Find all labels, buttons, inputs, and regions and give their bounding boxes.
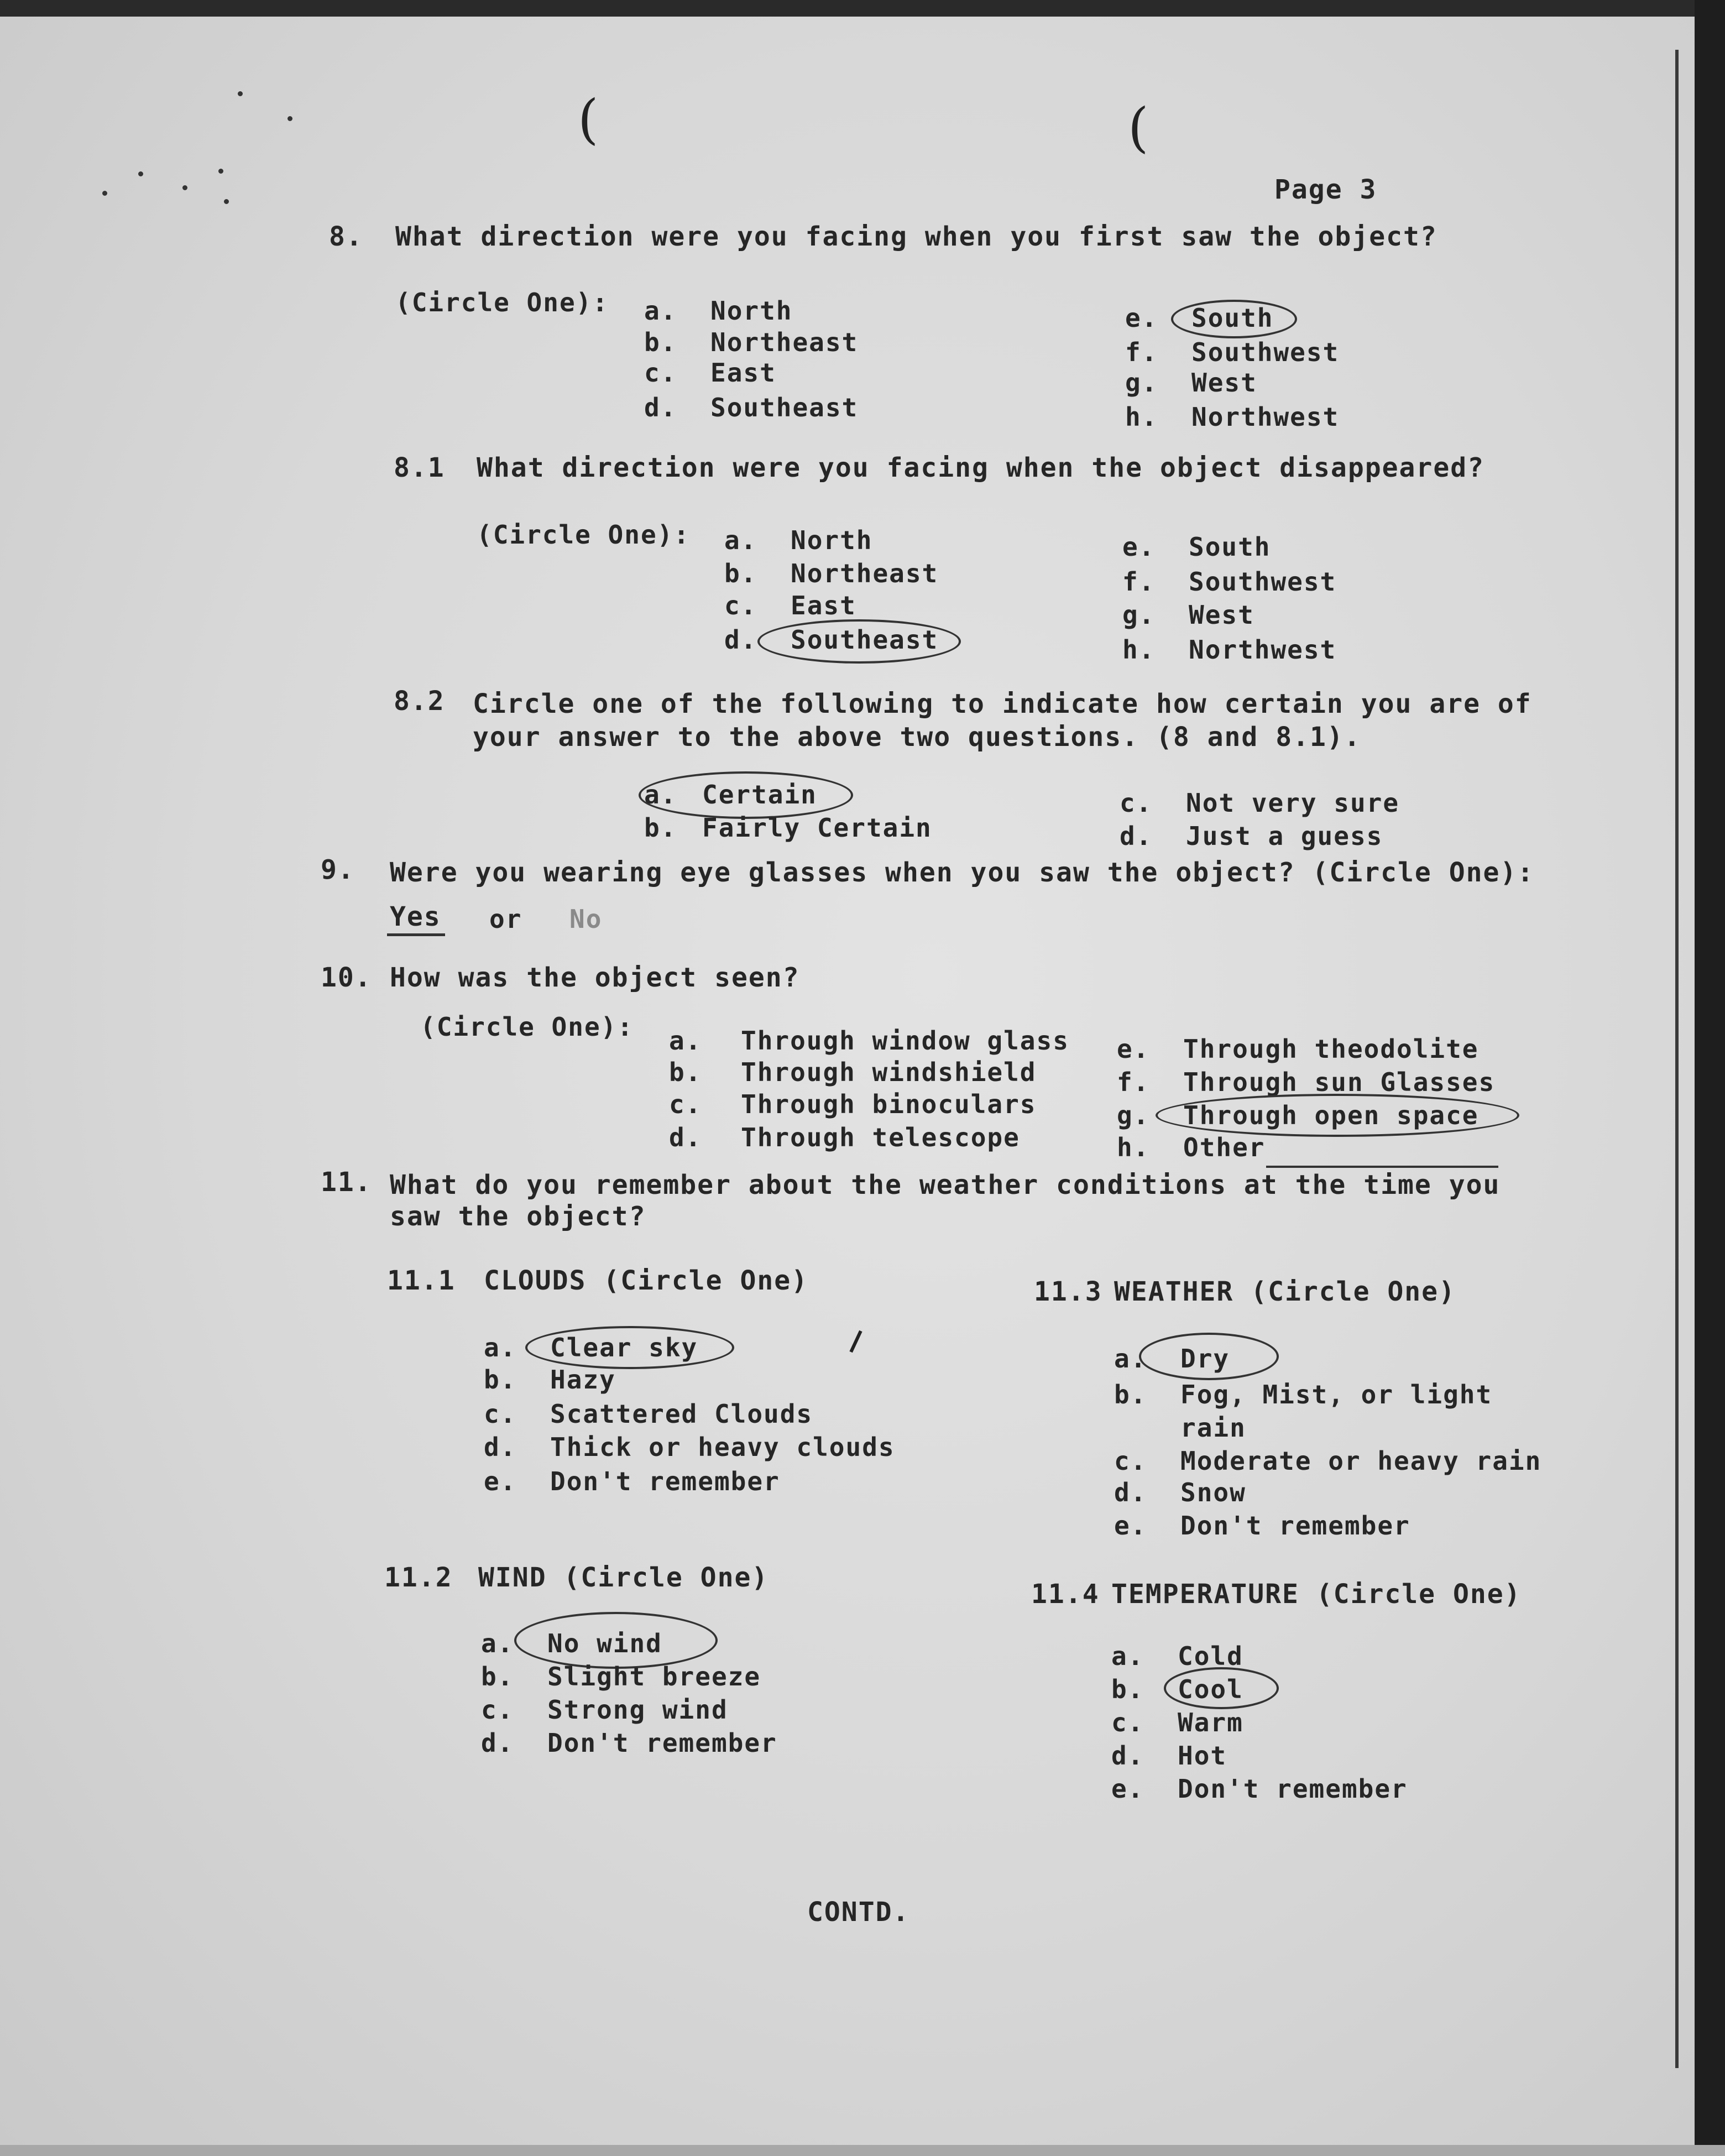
q8-option-letter: c. [644,358,677,388]
q11-2-option-text: Slight breeze [547,1662,761,1692]
photo-border-top [0,0,1725,17]
q8-1-option-letter: h. [1122,635,1156,665]
q8-2-option-letter: a. [644,780,677,810]
q11-1-option-letter: c. [484,1399,517,1429]
q10-option-letter: h. [1117,1132,1150,1162]
q8-option-letter: f. [1125,337,1158,367]
q8-option-text: South [1191,303,1274,333]
q10-option-text: Through telescope [741,1123,1020,1152]
q11-4-option-text: Cool [1178,1674,1243,1704]
q11-4-option-text: Warm [1178,1708,1243,1737]
q8-1-option-text: Southeast [791,625,939,655]
q11-3-option-text: Snow [1180,1478,1246,1507]
q10-option-letter: g. [1117,1100,1150,1130]
q11-4-option-letter: a. [1111,1641,1144,1671]
q9-no: No [569,904,603,934]
q10-option-text: Through theodolite [1183,1034,1479,1064]
q11-text-line2: saw the object? [390,1201,646,1232]
q11-1-title: CLOUDS (Circle One) [484,1265,809,1296]
photo-border-bottom [0,2145,1725,2156]
q11-1-answer-circle [525,1326,734,1369]
ink-speck [182,185,187,190]
q11-4-option-letter: c. [1111,1708,1144,1737]
q11-4-option-text: Cold [1178,1641,1243,1671]
q8-1-option-text: Southwest [1189,567,1337,597]
q11-4-number: 11.4 [1031,1579,1100,1610]
q10-instruction: (Circle One): [420,1012,634,1042]
q11-2-option-text: Don't remember [547,1728,777,1758]
q10-option-text: Through windshield [741,1057,1037,1087]
ink-speck [218,169,223,174]
q11-2-option-text: Strong wind [547,1695,728,1725]
q11-2-number: 11.2 [384,1562,453,1593]
q11-4-option-letter: e. [1111,1774,1144,1804]
q11-1-option-text: Thick or heavy clouds [550,1432,895,1462]
page-number: Page 3 [1274,174,1377,205]
q8-1-instruction: (Circle One): [477,520,691,550]
q8-2-option-text: Certain [702,780,817,810]
q8-option-text: Northeast [710,327,859,357]
q8-option-letter: h. [1125,402,1158,432]
q8-option-text: West [1191,368,1257,398]
q8-number: 8. [329,221,363,252]
q8-1-option-text: East [791,591,856,620]
q10-number: 10. [321,962,372,993]
q11-4-title: TEMPERATURE (Circle One) [1111,1579,1522,1610]
q11-4-answer-circle [1164,1667,1279,1709]
punch-mark: ( [578,88,599,150]
q11-4-option-letter: d. [1111,1741,1144,1771]
q11-3-option-text: rain [1180,1413,1246,1443]
q11-text-line1: What do you remember about the weather conditions at the time you [390,1170,1501,1200]
q8-2-text-line2: your answer to the above two questions. (8 and 8.1). [473,722,1361,753]
q8-option-text: Southwest [1191,337,1340,367]
q8-1-option-letter: f. [1122,567,1156,597]
q8-option-letter: e. [1125,303,1158,333]
q11-3-option-text: Don't remember [1180,1511,1410,1541]
q11-2-option-letter: b. [481,1662,514,1692]
q11-1-option-text: Scattered Clouds [550,1399,813,1429]
q8-1-option-letter: g. [1122,600,1156,630]
q8-1-option-text: North [791,525,873,555]
q8-2-option-text: Not very sure [1186,788,1400,818]
q11-3-option-text: Fog, Mist, or light [1180,1380,1493,1410]
q8-option-text: Northwest [1191,402,1340,432]
photo-border-right [1695,0,1725,2156]
q8-2-option-letter: b. [644,813,677,843]
q8-option-letter: d. [644,393,677,422]
q11-3-option-text: Moderate or heavy rain [1180,1446,1542,1476]
q9-answer-underline [387,933,445,936]
q11-3-option-letter: d. [1114,1478,1147,1507]
q8-text: What direction were you facing when you first saw the object? [395,221,1438,252]
q8-1-option-letter: a. [724,525,757,555]
q11-2-answer-circle [514,1612,718,1669]
q9-number: 9. [321,854,355,885]
q11-2-option-letter: a. [481,1628,514,1658]
q10-answer-circle [1156,1094,1519,1137]
q11-3-option-letter: e. [1114,1511,1147,1541]
q10-option-text: Through open space [1183,1100,1479,1130]
q11-1-option-letter: d. [484,1432,517,1462]
q11-3-option-letter: b. [1114,1380,1147,1410]
q8-2-option-text: Just a guess [1186,821,1383,851]
continued-label: CONTD. [807,1897,910,1928]
q8-2-answer-circle [639,771,853,819]
q10-option-letter: f. [1117,1067,1150,1097]
q11-2-title: WIND (Circle One) [478,1562,769,1593]
q11-1-option-letter: e. [484,1466,517,1496]
ink-speck [288,116,292,121]
q10-option-text: Through sun Glasses [1183,1067,1496,1097]
q11-3-option-letter: c. [1114,1446,1147,1476]
q8-option-text: East [710,358,776,388]
q8-1-option-letter: b. [724,558,757,588]
q11-3-title: WEATHER (Circle One) [1114,1276,1456,1307]
q10-option-letter: e. [1117,1034,1150,1064]
q10-option-letter: d. [669,1123,702,1152]
q11-1-option-letter: a. [484,1333,517,1362]
q11-4-option-text: Hot [1178,1741,1227,1771]
ink-speck [102,191,107,196]
q8-option-text: Southeast [710,393,859,422]
q11-2-option-letter: c. [481,1695,514,1725]
q11-3-number: 11.3 [1034,1276,1102,1307]
q11-4-option-letter: b. [1111,1674,1144,1704]
q8-instruction: (Circle One): [395,288,609,317]
q10-other-blank [1266,1166,1498,1168]
q11-1-option-text: Clear sky [550,1333,698,1362]
q10-option-letter: a. [669,1026,702,1056]
q10-option-text: Through binoculars [741,1089,1037,1119]
q8-2-number: 8.2 [394,686,445,717]
punch-mark: ( [1128,97,1149,159]
q8-1-option-text: South [1189,532,1271,562]
q11-2-option-text: No wind [547,1628,662,1658]
q8-1-option-text: West [1189,600,1254,630]
ink-speck [224,199,229,204]
q10-option-letter: c. [669,1089,702,1119]
q8-1-option-text: Northwest [1189,635,1337,665]
q11-1-option-letter: b. [484,1365,517,1395]
q10-option-letter: b. [669,1057,702,1087]
q10-option-text: Other [1183,1132,1266,1162]
q8-option-letter: b. [644,327,677,357]
q8-1-text: What direction were you facing when the object disappeared? [477,452,1485,483]
q8-option-text: North [710,296,793,326]
ink-speck [238,91,243,96]
q8-2-option-text: Fairly Certain [702,813,932,843]
q8-2-option-letter: c. [1120,788,1153,818]
q8-1-option-letter: c. [724,591,757,620]
q8-1-option-letter: d. [724,625,757,655]
q8-1-option-letter: e. [1122,532,1156,562]
q8-option-letter: a. [644,296,677,326]
q11-3-option-text: Dry [1180,1344,1230,1374]
q11-number: 11. [321,1167,372,1198]
q8-2-option-letter: d. [1120,821,1153,851]
q8-1-answer-circle [757,619,961,664]
q10-text: How was the object seen? [390,962,800,993]
q11-4-option-text: Don't remember [1178,1774,1408,1804]
q8-option-letter: g. [1125,368,1158,398]
q8-answer-circle [1171,300,1297,338]
margin-line [1675,50,1679,2068]
q8-1-option-text: Northeast [791,558,939,588]
q9-or: or [489,904,522,934]
q9-text: Were you wearing eye glasses when you saw the object? (Circle One): [390,857,1535,888]
q11-3-option-letter: a. [1114,1344,1147,1374]
q9-yes: Yes [390,901,441,932]
q11-3-answer-circle [1139,1333,1279,1380]
q11-1-number: 11.1 [387,1265,456,1296]
q8-2-text-line1: Circle one of the following to indicate how certain you are of [473,688,1532,719]
q8-1-number: 8.1 [394,452,445,483]
q11-1-option-text: Hazy [550,1365,616,1395]
ink-speck [138,171,143,176]
q11-2-option-letter: d. [481,1728,514,1758]
q10-option-text: Through window glass [741,1026,1069,1056]
q11-1-option-text: Don't remember [550,1466,780,1496]
